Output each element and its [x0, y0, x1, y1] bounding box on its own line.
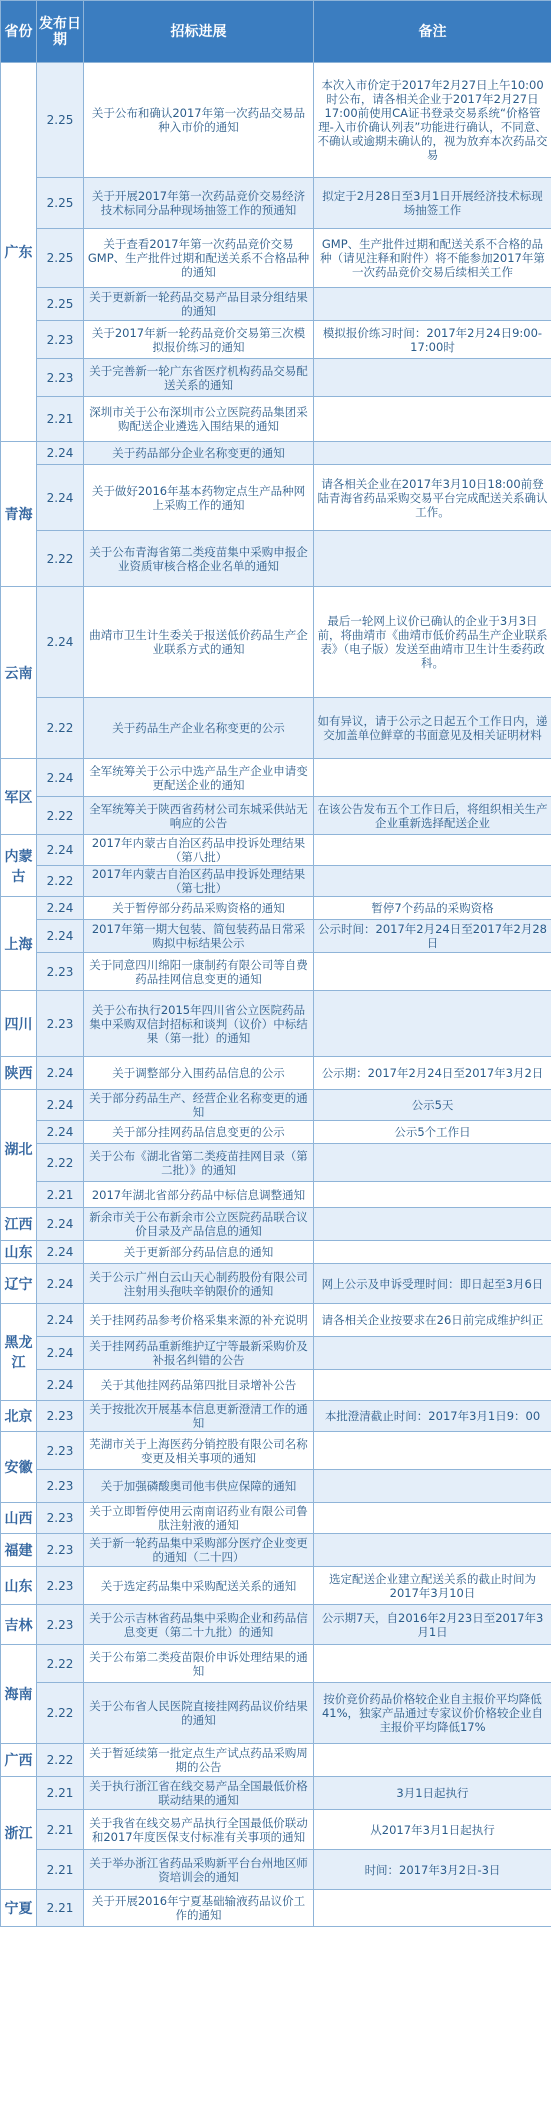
province-cell: 青海: [1, 442, 37, 587]
date-cell: 2.24: [37, 897, 84, 920]
note-cell: 最后一轮网上议价已确认的企业于3月3日前，将曲靖市《曲靖市低价药品生产企业联系表》（电子版）发送至曲靖市卫生计生委药政科。: [314, 587, 551, 698]
table-row: [1, 759, 551, 797]
notice-title-link[interactable]: 关于新一轮药品集中采购部分医疗企业变更的通知（二十四）: [84, 1534, 314, 1567]
notice-title-link[interactable]: 曲靖市卫生计生委关于报送低价药品生产企业联系方式的通知: [84, 587, 314, 698]
table-row: [1, 991, 551, 1057]
province-cell: 辽宁: [1, 1264, 37, 1304]
note-cell: 时间：2017年3月2日-3日: [314, 1850, 551, 1890]
note-cell: 请各相关企业按要求在26日前完成维护纠正: [314, 1304, 551, 1337]
province-cell: 黑龙江: [1, 1304, 37, 1401]
date-cell: 2.25: [37, 63, 84, 178]
province-cell: 福建: [1, 1534, 37, 1567]
table-row: [1, 1645, 551, 1683]
note-cell: [314, 1744, 551, 1777]
notice-title-link[interactable]: 关于举办浙江省药品采购新平台台州地区师资培训会的通知: [84, 1850, 314, 1890]
note-cell: 3月1日起执行: [314, 1777, 551, 1810]
note-cell: [314, 288, 551, 321]
date-cell: 2.23: [37, 1534, 84, 1567]
notice-title-link[interactable]: 关于部分药品生产、经营企业名称变更的通知: [84, 1090, 314, 1121]
note-cell: [314, 1432, 551, 1470]
province-cell: 四川: [1, 991, 37, 1057]
province-cell: 山东: [1, 1241, 37, 1264]
notice-title-link[interactable]: 关于更新部分药品信息的通知: [84, 1241, 314, 1264]
table-row: [1, 587, 551, 698]
note-cell: [314, 1144, 551, 1182]
table-row: [1, 920, 551, 953]
table-row: [1, 465, 551, 531]
date-cell: 2.21: [37, 397, 84, 442]
table-row: [1, 1090, 551, 1121]
table-row: [1, 359, 551, 397]
notice-title-link[interactable]: 关于公布《湖北省第二类疫苗挂网目录（第二批）》的通知: [84, 1144, 314, 1182]
table-row: [1, 288, 551, 321]
table-row: [1, 1432, 551, 1470]
notice-title-link[interactable]: 2017年内蒙古自治区药品申投诉处理结果（第七批）: [84, 866, 314, 897]
table-row: [1, 1264, 551, 1304]
table-row: [1, 797, 551, 835]
table-row: [1, 1144, 551, 1182]
notice-title-link[interactable]: 2017年内蒙古自治区药品申投诉处理结果（第八批）: [84, 835, 314, 866]
table-row: [1, 1182, 551, 1208]
table-row: [1, 397, 551, 442]
table-row: [1, 1683, 551, 1744]
notice-title-link[interactable]: 深圳市关于公布深圳市公立医院药品集团采购配送企业遴选入围结果的通知: [84, 397, 314, 442]
note-cell: 公示期7天，自2016年2月23日至2017年3月1日: [314, 1605, 551, 1645]
table-row: [1, 953, 551, 991]
date-cell: 2.23: [37, 1432, 84, 1470]
note-cell: [314, 1534, 551, 1567]
note-cell: [314, 953, 551, 991]
table-row: [1, 1208, 551, 1241]
date-cell: 2.23: [37, 1401, 84, 1432]
date-cell: 2.24: [37, 920, 84, 953]
notice-title-link[interactable]: 关于部分挂网药品信息变更的公示: [84, 1121, 314, 1144]
note-cell: 请各相关企业在2017年3月10日18:00前登陆青海省药品采购交易平台完成配送关系确认工作。: [314, 465, 551, 531]
note-cell: [314, 866, 551, 897]
table-row: [1, 178, 551, 229]
table-row: [1, 1605, 551, 1645]
table-row: [1, 442, 551, 465]
table-row: [1, 698, 551, 759]
date-cell: 2.23: [37, 359, 84, 397]
note-cell: [314, 991, 551, 1057]
note-cell: [314, 1208, 551, 1241]
date-cell: 2.24: [37, 1370, 84, 1401]
date-cell: 2.22: [37, 531, 84, 587]
table-row: [1, 1057, 551, 1090]
note-cell: [314, 1241, 551, 1264]
date-cell: 2.21: [37, 1182, 84, 1208]
table-body: [1, 63, 551, 1927]
table-row: [1, 1121, 551, 1144]
date-cell: 2.23: [37, 1503, 84, 1534]
note-cell: 拟定于2月28日至3月1日开展经济技术标现场抽签工作: [314, 178, 551, 229]
note-cell: [314, 1337, 551, 1370]
notice-title-link[interactable]: 关于立即暂停使用云南南诏药业有限公司鲁肽注射液的通知: [84, 1503, 314, 1534]
table-row: [1, 1241, 551, 1264]
date-cell: 2.25: [37, 178, 84, 229]
notice-title-link[interactable]: 关于挂网药品重新维护辽宁等最新采购价及补报名纠错的公告: [84, 1337, 314, 1370]
date-cell: 2.24: [37, 442, 84, 465]
notice-title-link[interactable]: 关于挂网药品参考价格采集来源的补充说明: [84, 1304, 314, 1337]
date-cell: 2.24: [37, 1337, 84, 1370]
province-cell: 山东: [1, 1567, 37, 1605]
note-cell: [314, 531, 551, 587]
province-cell: 吉林: [1, 1605, 37, 1645]
notice-title-link[interactable]: 关于公示吉林省药品集中采购企业和药品信息变更（第二十九批）的通知: [84, 1605, 314, 1645]
province-cell: 广东: [1, 63, 37, 442]
date-cell: 2.22: [37, 866, 84, 897]
date-cell: 2.21: [37, 1850, 84, 1890]
table-row: [1, 1304, 551, 1337]
note-cell: 模拟报价练习时间：2017年2月24日9:00-17:00时: [314, 321, 551, 359]
note-cell: [314, 759, 551, 797]
date-cell: 2.22: [37, 1144, 84, 1182]
header-note: 备注: [314, 1, 551, 63]
notice-title-link[interactable]: 2017年第一期大包装、简包装药品日常采购拟中标结果公示: [84, 920, 314, 953]
header-province: 省份: [1, 1, 37, 63]
note-cell: 公示时间：2017年2月24日至2017年2月28日: [314, 920, 551, 953]
notice-title-link[interactable]: 全军统筹关于陕西省药材公司东城采供站无响应的公告: [84, 797, 314, 835]
notice-title-link[interactable]: 全军统筹关于公示中选产品生产企业申请变更配送企业的通知: [84, 759, 314, 797]
header-date: 发布日期: [37, 1, 84, 63]
province-cell: 江西: [1, 1208, 37, 1241]
date-cell: 2.22: [37, 1645, 84, 1683]
province-cell: 军区: [1, 759, 37, 835]
province-cell: 宁夏: [1, 1890, 37, 1927]
province-cell: 北京: [1, 1401, 37, 1432]
table-row: [1, 229, 551, 288]
province-cell: 浙江: [1, 1777, 37, 1890]
notice-title-link[interactable]: 关于执行浙江省在线交易产品全国最低价格联动结果的通知: [84, 1777, 314, 1810]
date-cell: 2.23: [37, 1470, 84, 1503]
province-cell: 内蒙古: [1, 835, 37, 897]
table-row: [1, 1401, 551, 1432]
note-cell: 暂停7个药品的采购资格: [314, 897, 551, 920]
note-cell: [314, 1645, 551, 1683]
note-cell: [314, 1470, 551, 1503]
date-cell: 2.24: [37, 1057, 84, 1090]
note-cell: [314, 397, 551, 442]
date-cell: 2.24: [37, 465, 84, 531]
notice-title-link[interactable]: 关于加强磷酸奥司他韦供应保障的通知: [84, 1470, 314, 1503]
date-cell: 2.23: [37, 321, 84, 359]
table-row: [1, 63, 551, 178]
note-cell: 本次入市价定于2017年2月27日上午10:00时公布，请各相关企业于2017年2月27日17:00前使用CA证书登录交易系统“价格管理-入市价确认列表”功能进行确认，不同意、不确认或逾期未确认的，视为放弃本次药品交易: [314, 63, 551, 178]
date-cell: 2.25: [37, 229, 84, 288]
notice-title-link[interactable]: 关于公布省人民医院直接挂网药品议价结果的通知: [84, 1683, 314, 1744]
note-cell: [314, 1503, 551, 1534]
note-cell: [314, 1370, 551, 1401]
notice-title-link[interactable]: 新余市关于公布新余市公立医院药品联合议价目录及产品信息的通知: [84, 1208, 314, 1241]
header-progress: 招标进展: [84, 1, 314, 63]
province-cell: 陕西: [1, 1057, 37, 1090]
table-row: [1, 866, 551, 897]
note-cell: 本批澄清截止时间：2017年3月1日9：00: [314, 1401, 551, 1432]
notice-title-link[interactable]: 关于按批次开展基本信息更新澄清工作的通知: [84, 1401, 314, 1432]
date-cell: 2.21: [37, 1890, 84, 1927]
date-cell: 2.21: [37, 1777, 84, 1810]
note-cell: 在该公告发布五个工作日后，将组织相关生产企业重新选择配送企业: [314, 797, 551, 835]
date-cell: 2.23: [37, 953, 84, 991]
notice-title-link[interactable]: 2017年湖北省部分药品中标信息调整通知: [84, 1182, 314, 1208]
table-row: [1, 1567, 551, 1605]
note-cell: [314, 1182, 551, 1208]
note-cell: [314, 835, 551, 866]
notice-title-link[interactable]: 关于药品部分企业名称变更的通知: [84, 442, 314, 465]
date-cell: 2.24: [37, 1208, 84, 1241]
date-cell: 2.23: [37, 991, 84, 1057]
table-row: [1, 321, 551, 359]
table-row: [1, 1850, 551, 1890]
date-cell: 2.21: [37, 1810, 84, 1850]
province-cell: 湖北: [1, 1090, 37, 1208]
table-header-row: [1, 1, 551, 63]
date-cell: 2.25: [37, 288, 84, 321]
notice-title-link[interactable]: 关于公布执行2015年四川省公立医院药品集中采购双信封招标和谈判（议价）中标结果（第一批）的通知: [84, 991, 314, 1057]
notice-title-link[interactable]: 关于公示广州白云山天心制药股份有限公司注射用头孢呋辛钠限价的通知: [84, 1264, 314, 1304]
note-cell: 公示期：2017年2月24日至2017年3月2日: [314, 1057, 551, 1090]
note-cell: 公示5个工作日: [314, 1121, 551, 1144]
notice-title-link[interactable]: 关于我省在线交易产品执行全国最低价联动和2017年度医保支付标准有关事项的通知: [84, 1810, 314, 1850]
note-cell: 按价竞价药品价格较企业自主报价平均降低41%，独家产品通过专家议价价格较企业自主报价平均降低17%: [314, 1683, 551, 1744]
date-cell: 2.24: [37, 1304, 84, 1337]
notice-title-link[interactable]: 关于药品生产企业名称变更的公示: [84, 698, 314, 759]
table-row: [1, 1534, 551, 1567]
table-row: [1, 1744, 551, 1777]
notice-title-link[interactable]: 关于其他挂网药品第四批目录增补公告: [84, 1370, 314, 1401]
notice-title-link[interactable]: 关于同意四川绵阳一康制药有限公司等自费药品挂网信息变更的通知: [84, 953, 314, 991]
note-cell: 公示5天: [314, 1090, 551, 1121]
note-cell: 网上公示及申诉受理时间：即日起至3月6日: [314, 1264, 551, 1304]
table-row: [1, 897, 551, 920]
note-cell: GMP、生产批件过期和配送关系不合格的品种（请见注释和附件）将不能参加2017年第一次药品竞价交易后续相关工作: [314, 229, 551, 288]
note-cell: 选定配送企业建立配送关系的截止时间为2017年3月10日: [314, 1567, 551, 1605]
date-cell: 2.22: [37, 698, 84, 759]
date-cell: 2.24: [37, 835, 84, 866]
date-cell: 2.24: [37, 1241, 84, 1264]
table-row: [1, 1337, 551, 1370]
province-cell: 云南: [1, 587, 37, 759]
table-row: [1, 835, 551, 866]
table-row: [1, 531, 551, 587]
date-cell: 2.24: [37, 1264, 84, 1304]
notice-title-link[interactable]: 关于2017年新一轮药品竞价交易第三次模拟报价练习的通知: [84, 321, 314, 359]
notice-title-link[interactable]: 关于开展2017年第一次药品竞价交易经济技术标同分品种现场抽签工作的预通知: [84, 178, 314, 229]
table-row: [1, 1810, 551, 1850]
date-cell: 2.22: [37, 1744, 84, 1777]
date-cell: 2.24: [37, 759, 84, 797]
note-cell: [314, 442, 551, 465]
date-cell: 2.22: [37, 1683, 84, 1744]
notice-title-link[interactable]: 关于公布青海省第二类疫苗集中采购申报企业资质审核合格企业名单的通知: [84, 531, 314, 587]
date-cell: 2.23: [37, 1567, 84, 1605]
note-cell: 如有异议，请于公示之日起五个工作日内，递交加盖单位鲜章的书面意见及相关证明材料: [314, 698, 551, 759]
table-row: [1, 1503, 551, 1534]
note-cell: [314, 1890, 551, 1927]
notice-title-link[interactable]: 关于暂延续第一批定点生产试点药品采购周期的公告: [84, 1744, 314, 1777]
table-row: [1, 1470, 551, 1503]
province-cell: 山西: [1, 1503, 37, 1534]
notice-title-link[interactable]: 关于更新新一轮药品交易产品目录分组结果的通知: [84, 288, 314, 321]
date-cell: 2.23: [37, 1605, 84, 1645]
table-row: [1, 1777, 551, 1810]
province-cell: 海南: [1, 1645, 37, 1744]
table-row: [1, 1890, 551, 1927]
notice-title-link[interactable]: 关于公布第二类疫苗限价申诉处理结果的通知: [84, 1645, 314, 1683]
note-cell: [314, 359, 551, 397]
province-cell: 广西: [1, 1744, 37, 1777]
notice-title-link[interactable]: 关于完善新一轮广东省医疗机构药品交易配送关系的通知: [84, 359, 314, 397]
date-cell: 2.24: [37, 1121, 84, 1144]
notice-title-link[interactable]: 关于公布和确认2017年第一次药品交易品种入市价的通知: [84, 63, 314, 178]
province-cell: 上海: [1, 897, 37, 991]
note-cell: 从2017年3月1日起执行: [314, 1810, 551, 1850]
notice-title-link[interactable]: 关于选定药品集中采购配送关系的通知: [84, 1567, 314, 1605]
notice-title-link[interactable]: 关于开展2016年宁夏基础输液药品议价工作的通知: [84, 1890, 314, 1927]
notice-title-link[interactable]: 关于做好2016年基本药物定点生产品种网上采购工作的通知: [84, 465, 314, 531]
notice-title-link[interactable]: 关于查看2017年第一次药品竞价交易GMP、生产批件过期和配送关系不合格品种的通知: [84, 229, 314, 288]
notice-title-link[interactable]: 芜湖市关于上海医药分销控股有限公司名称变更及相关事项的通知: [84, 1432, 314, 1470]
table-row: [1, 1370, 551, 1401]
notice-title-link[interactable]: 关于暂停部分药品采购资格的通知: [84, 897, 314, 920]
province-cell: 安徽: [1, 1432, 37, 1503]
notice-title-link[interactable]: 关于调整部分入围药品信息的公示: [84, 1057, 314, 1090]
date-cell: 2.24: [37, 1090, 84, 1121]
date-cell: 2.22: [37, 797, 84, 835]
date-cell: 2.24: [37, 587, 84, 698]
